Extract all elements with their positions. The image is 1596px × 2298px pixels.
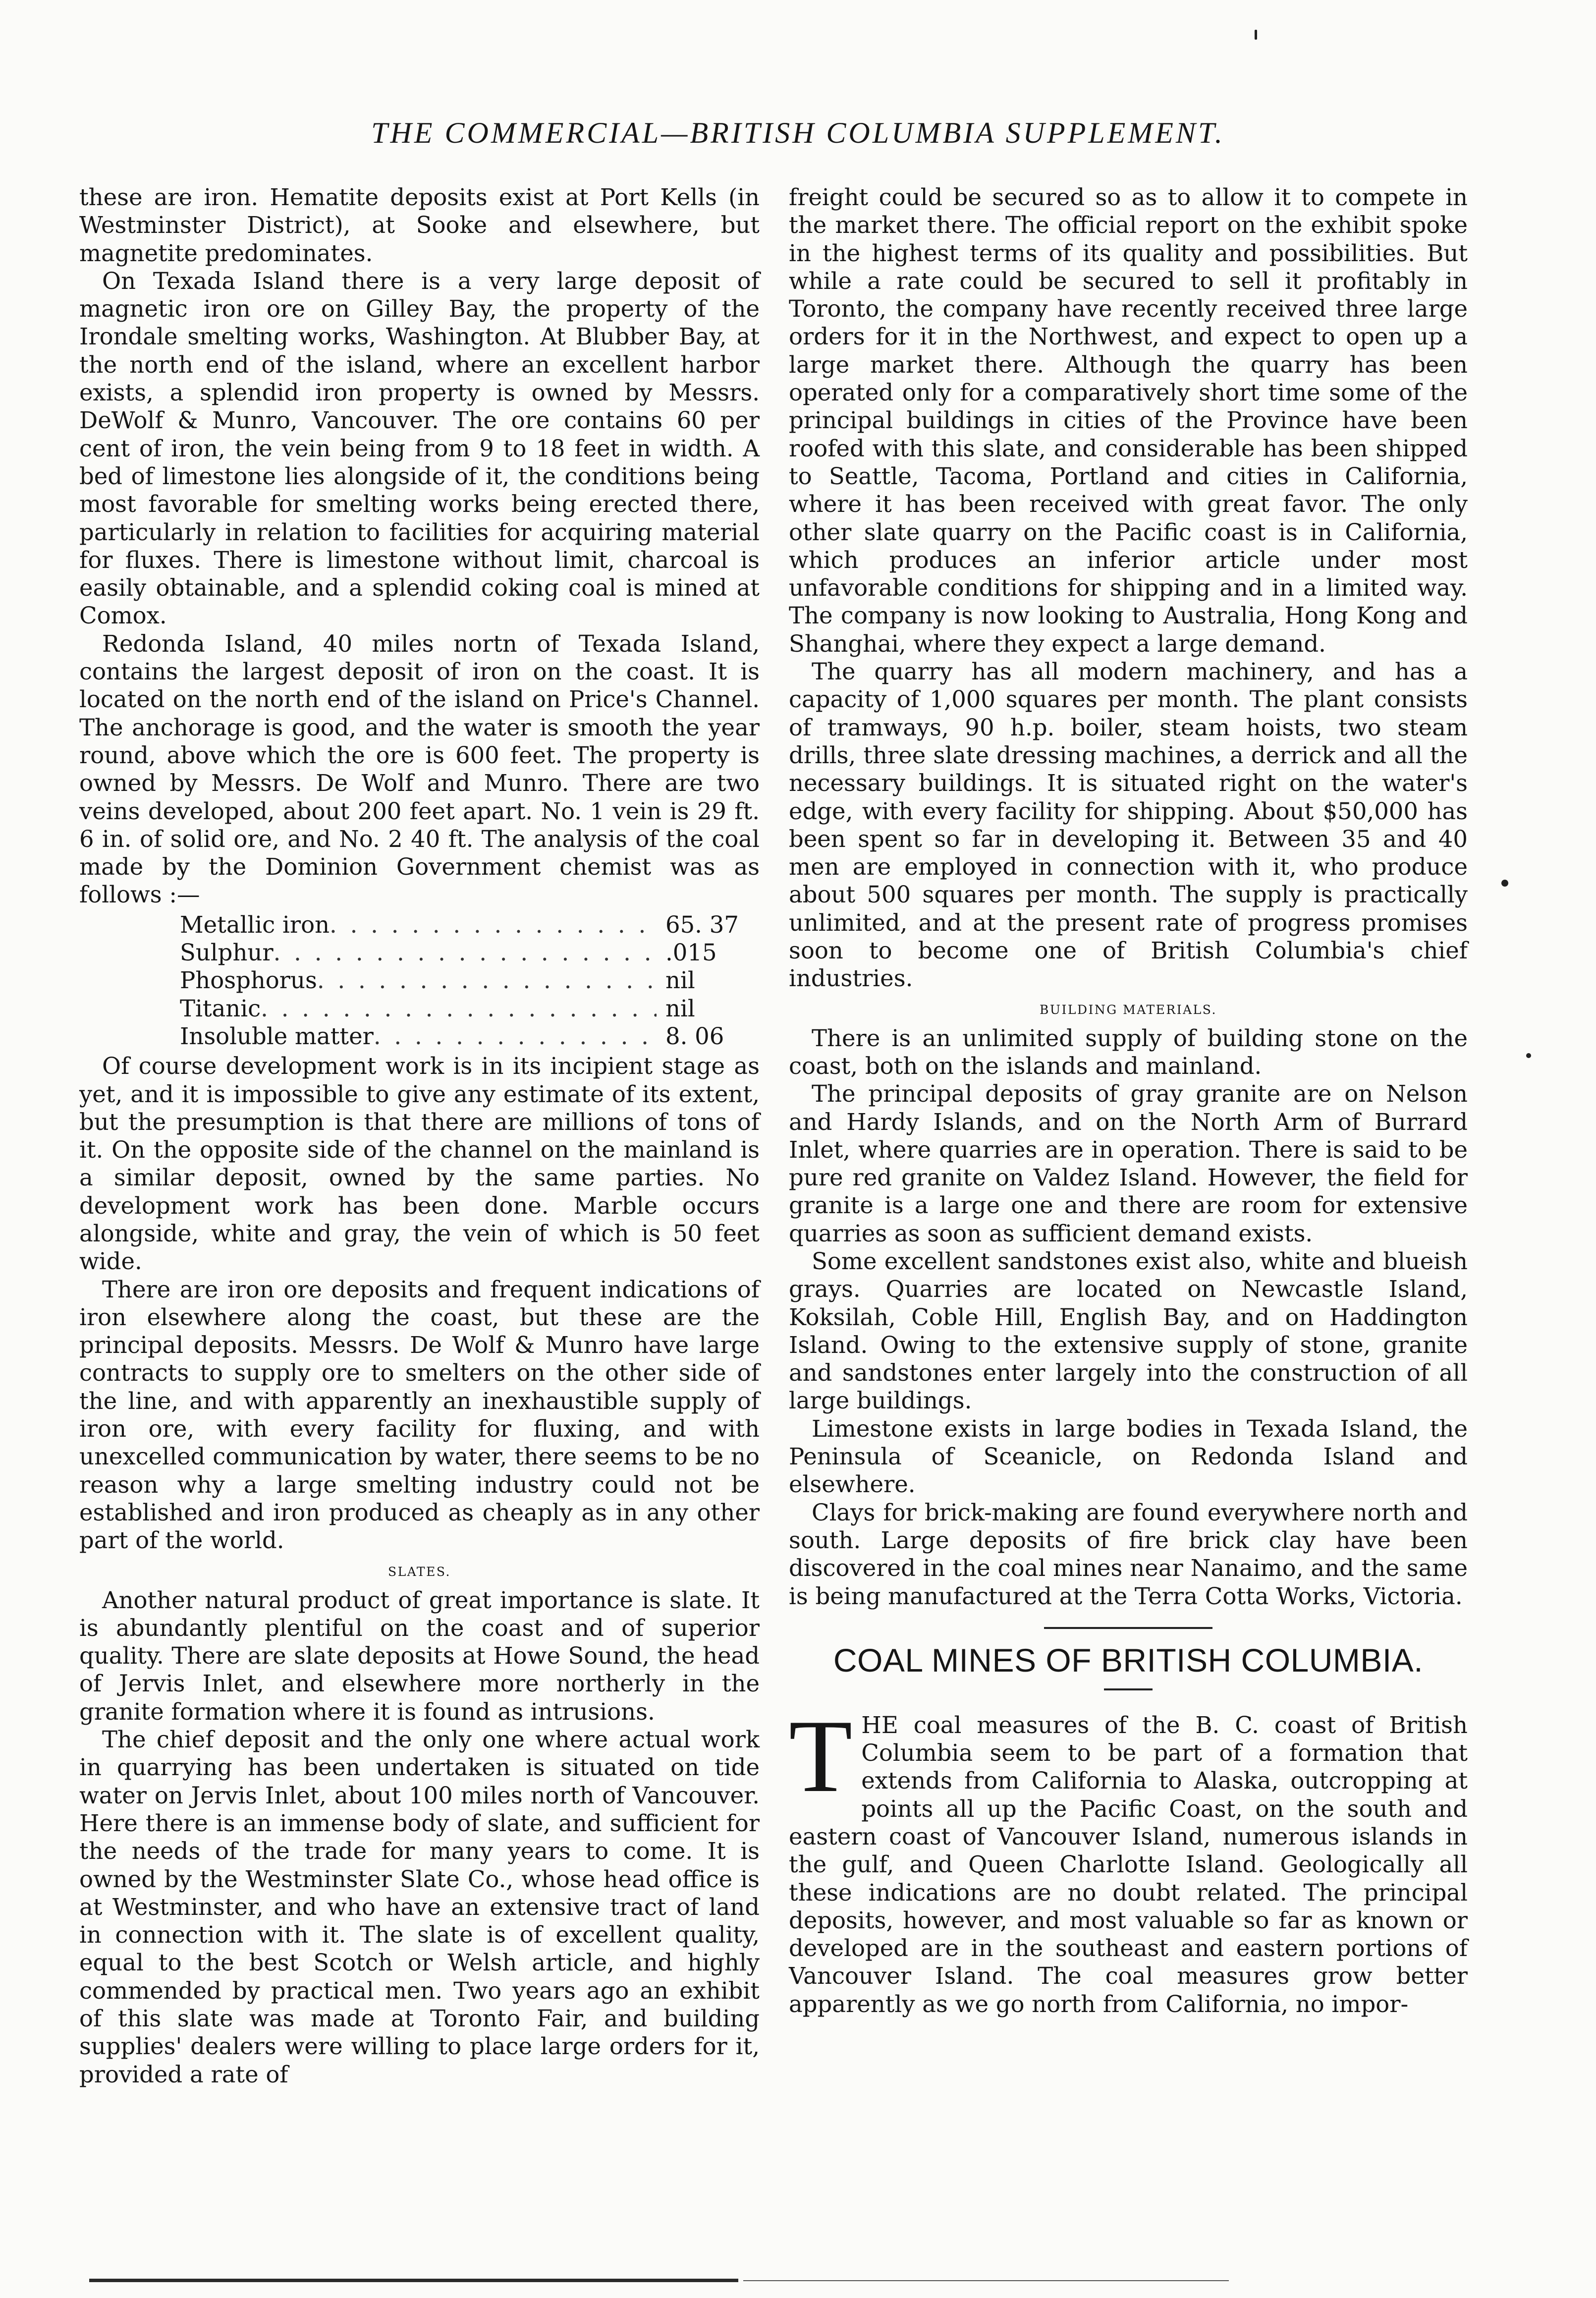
title-underline [1104, 1688, 1153, 1690]
analysis-row [180, 995, 745, 1022]
page-bottom-rule [89, 2279, 738, 2282]
coal-analysis-table [180, 911, 745, 1050]
analysis-row [180, 1022, 745, 1050]
analysis-row [180, 966, 745, 994]
paragraph: these are iron. Hematite deposits exist at Port Kells (in Westminster District), at Sooke and elsewhere, but magnetite predominates. [79, 184, 760, 267]
analysis-label: Metallic iron [180, 911, 330, 938]
page-bottom-rule-faint [743, 2280, 1229, 2281]
leader-dots [317, 966, 657, 994]
analysis-label: Insoluble matter [180, 1022, 374, 1050]
paragraph: The chief deposit and the only one where actual work in quarrying has been undertaken is situated on tide water on Jervis Inlet, about 100 miles north of Vancouver. Here there is an immense body of slate, and sufficient for the needs of the trade for many years to come. It is owned by the Westminster Slate Co., whose head office is at Westminster, and who have an extensive tract of land in connection with it. The slate is of excellent quality, equal to the best Scotch or Welsh article, and highly commended by practical men. Two years ago an exhibit of this slate was made at Toronto Fair, and building supplies' dealers were willing to place large orders for it, provided a rate of [79, 1726, 760, 2088]
analysis-label: Titanic [180, 995, 261, 1022]
section-divider [1044, 1627, 1212, 1629]
right-column [789, 183, 1468, 2018]
section-heading-building-materials: BUILDING MATERIALS. [1040, 1002, 1217, 1017]
paragraph: On Texada Island there is a very large deposit of magnetic iron ore on Gilley Bay, the property of the Irondale smelting works, Washington. At Blubber Bay, at the north end of the island, where an excellent harbor exists, a splendid iron property is owned by Messrs. DeWolf & Munro, Vancouver. The ore contains 60 per cent of iron, the vein being from 9 to 18 feet in width. A bed of limestone lies alongside of it, the conditions being most favorable for smelting works being erected there, particularly in relation to facilities for acquiring material for fluxes. There is limestone without limit, charcoal is easily obtainable, and a splendid coking coal is mined at Comox. [79, 267, 760, 629]
paragraph: Another natural product of great importance is slate. It is abundantly plentiful on the coast and of superior quality. There are slate deposits at Howe Sound, the head of Jervis Inlet, and elsewhere more northerly in the granite formation where it is found as intrusions. [79, 1586, 760, 1725]
paragraph: There is an unlimited supply of building stone on the coast, both on the islands and mainland. [789, 1024, 1468, 1079]
print-speck [1526, 1053, 1531, 1058]
paragraph: The principal deposits of gray granite are on Nelson and Hardy Islands, and on the North Arm of Burrard Inlet, where quarries are in operation. There is said to be pure red granite on Valdez Island. However, the field for granite is a large one and there are room for extensive quarries as soon as sufficient demand exists. [789, 1080, 1468, 1247]
left-column [79, 183, 760, 2088]
analysis-row [180, 939, 745, 966]
running-head: THE COMMERCIAL—BRITISH COLUMBIA SUPPLEMENT. [371, 116, 1225, 149]
paragraph: The quarry has all modern machinery, and has a capacity of 1,000 squares per month. The plant consists of tramways, 90 h.p. boiler, steam hoists, two steam drills, three slate dressing machines, a derrick and all the necessary buildings. It is situated right on the water's edge, with every facility for shipping. About $50,000 has been spent so far in developing it. Between 35 and 40 men are employed in connection with it, who produce about 500 squares per month. The supply is practically unlimited, and at the present rate of progress promises soon to become one of British Columbia's chief industries. [789, 658, 1468, 992]
analysis-label: Sulphur [180, 939, 274, 966]
print-speck [1255, 30, 1257, 40]
leader-dots [261, 995, 657, 1022]
analysis-label: Phosphorus [180, 967, 317, 994]
paragraph: Of course development work is in its incipient stage as yet, and it is impossible to give any estimate of its extent, but the presumption is that there are millions of tons of it. On the opposite side of the channel on the mainland is a similar deposit, owned by the same parties. No development work has been done. Marble occurs alongside, white and gray, the vein of which is 50 feet wide. [79, 1053, 760, 1275]
analysis-value: nil [665, 967, 695, 994]
paragraph: freight could be secured so as to allow it to compete in the market there. The official report on the exhibit spoke in the highest terms of its quality and possibilities. But while a rate could be secured to sell it profitably in Toronto, the company have recently received three large orders for it in the Northwest, and expect to open up a large market there. Although the quarry has been operated only for a comparatively short time some of the principal buildings in cities of the Province have been roofed with this slate, and considerable has been shipped to Seattle, Tacoma, Portland and cities in California, where it has been received with great favor. The only other slate quarry on the Pacific coast is in California, which produces an inferior article under most unfavorable conditions for shipping and in a limited way. The company is now looking to Australia, Hong Kong and Shanghai, where they expect a large demand. [789, 184, 1468, 657]
analysis-row [180, 911, 745, 939]
print-speck [1501, 880, 1508, 887]
paragraph: Limestone exists in large bodies in Texada Island, the Peninsula of Sceanicle, on Redonda Island and elsewhere. [789, 1415, 1468, 1498]
lead-text: HE coal measures of the B. C. coast of British Columbia seem to be part of a formation that extends from California to Alaska, outcropping at points all up the Pacific Coast, on the south and eastern coast of Vancouver Island, numerous islands in the gulf, and Queen Charlotte Island. Geologically all these indications are no doubt related. The principal deposits, however, and most valuable so far as known or developed are in the southeast and eastern portions of Vancouver Island. The coal measures grow better apparently as we go north from California, no impor- [789, 1711, 1468, 2018]
article-title: COAL MINES OF BRITISH COLUMBIA. [833, 1641, 1424, 1679]
leader-dots [330, 911, 657, 939]
analysis-value: 8. 06 [665, 1022, 724, 1050]
leader-dots [274, 939, 657, 966]
paragraph: There are iron ore deposits and frequent indications of iron elsewhere along the coast, but these are the principal deposits. Messrs. De Wolf & Munro have large contracts to supply ore to smelters on the other side of the line, and with apparently an inexhaustible supply of iron ore, with every facility for fluxing, and with unexcelled communication by water, there seems to be no reason why a large smelting industry could not be established and iron produced as cheaply as in any other part of the world. [79, 1276, 760, 1554]
leader-dots [374, 1022, 657, 1050]
analysis-value: nil [665, 995, 695, 1022]
paragraph: Redonda Island, 40 miles nortn of Texada Island, contains the largest deposit of iron on the coast. It is located on the north end of the island on Price's Channel. The anchorage is good, and the water is smooth the year round, above which the ore is 600 feet. The property is owned by Messrs. De Wolf and Munro. There are two veins developed, about 200 feet apart. No. 1 vein is 29 ft. 6 in. of solid ore, and No. 2 40 ft. The analysis of the coal made by the Dominion Government chemist was as follows :— [79, 630, 760, 908]
section-heading-slates: SLATES. [387, 1564, 451, 1579]
paragraph: Some excellent sandstones exist also, white and blueish grays. Quarries are located on Newcastle Island, Koksilah, Coble Hill, English Bay, and on Haddington Island. Owing to the extensive supply of stone, granite and sandstones enter largely into the construction of all large buildings. [789, 1247, 1468, 1414]
drop-cap: T [789, 1698, 853, 1814]
article-lead-paragraph [789, 1698, 1468, 2018]
analysis-value: 65. 37 [665, 911, 739, 938]
paragraph: Clays for brick-making are found everywhere north and south. Large deposits of fire brick clay have been discovered in the coal mines near Nanaimo, and the same is being manufactured at the Terra Cotta Works, Victoria. [789, 1499, 1468, 1610]
analysis-value: .015 [665, 939, 717, 966]
